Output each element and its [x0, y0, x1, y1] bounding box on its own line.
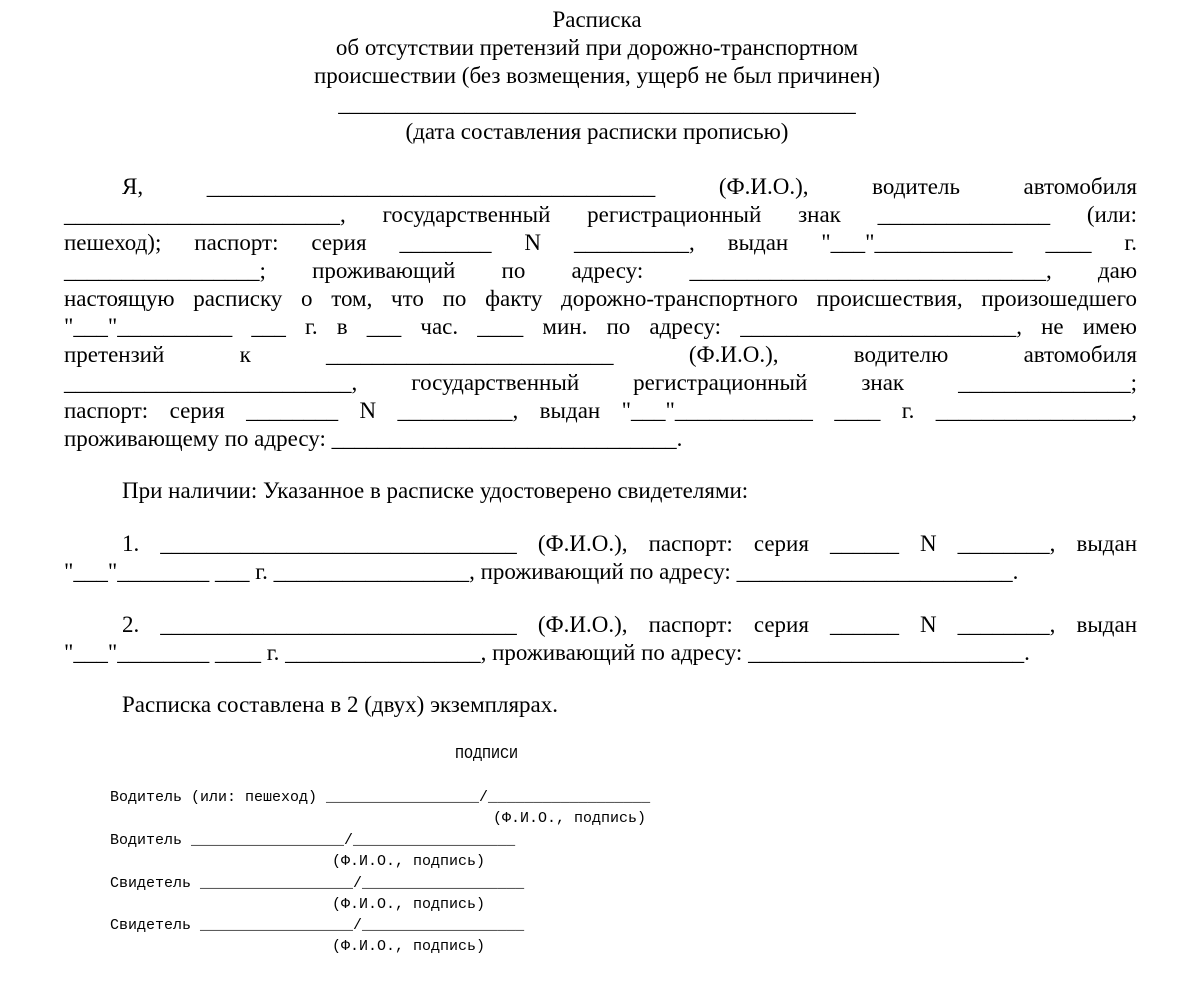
signature-caption: (Ф.И.О., подпись) — [332, 938, 486, 955]
body-line: настоящую расписку о том, что по факту дорожно-транспортного происшествия, произошедшего — [64, 286, 1137, 311]
date-line: _____________________________________________ — [338, 91, 856, 116]
document-subtitle: об отсутствии претензий при дорожно-транспортном — [335, 35, 859, 60]
document-title: Расписка — [552, 7, 642, 32]
document-subtitle: происшествии (без возмещения, ущерб не был причинен) — [313, 63, 881, 88]
witness-2-line: "___"________ ____ г. _________________, проживающий по адресу: ________________________. — [64, 640, 1030, 665]
body-line: пешеход); паспорт: серия ________ N __________, выдан "___"____________ ____ г. — [64, 230, 1137, 255]
witness-intro: При наличии: Указанное в расписке удостоверено свидетелями: — [122, 478, 749, 503]
signature-row: Водитель (или: пешеход) _________________/__________________ — [110, 789, 651, 806]
signature-row: Водитель _________________/__________________ — [110, 832, 516, 849]
signature-caption: (Ф.И.О., подпись) — [493, 810, 647, 827]
body-line: проживающему по адресу: ______________________________. — [64, 426, 683, 451]
body-line: "___"__________ ___ г. в ___ час. ____ мин. по адресу: ________________________, не имею — [64, 314, 1137, 339]
signature-row: Свидетель _________________/__________________ — [110, 875, 525, 892]
body-line: Я, _______________________________________ (Ф.И.О.), водитель автомобиля — [122, 174, 1137, 199]
date-caption: (дата составления расписки прописью) — [405, 119, 789, 144]
body-line: претензий к _________________________ (Ф.И.О.), водителю автомобиля — [64, 342, 1137, 367]
body-line: _________________; проживающий по адресу: _______________________________, даю — [64, 258, 1137, 283]
copies-note: Расписка составлена в 2 (двух) экземплярах. — [122, 692, 558, 717]
witness-1-line: "___"________ ___ г. _________________, проживающий по адресу: ________________________. — [64, 559, 1019, 584]
body-line: ________________________, государственный регистрационный знак _______________ (или: — [64, 202, 1137, 227]
signature-caption: (Ф.И.О., подпись) — [332, 853, 486, 870]
witness-2-line: 2. _______________________________ (Ф.И.О.), паспорт: серия ______ N ________, выдан — [122, 612, 1137, 637]
signature-caption: (Ф.И.О., подпись) — [332, 896, 486, 913]
signatures-heading: ПОДПИСИ — [455, 746, 519, 763]
body-line: паспорт: серия ________ N __________, выдан "___"____________ ____ г. _________________, — [64, 398, 1137, 423]
witness-1-line: 1. _______________________________ (Ф.И.О.), паспорт: серия ______ N ________, выдан — [122, 531, 1137, 556]
body-line: _________________________, государственный регистрационный знак _______________; — [64, 370, 1137, 395]
signature-row: Свидетель _________________/__________________ — [110, 917, 525, 934]
